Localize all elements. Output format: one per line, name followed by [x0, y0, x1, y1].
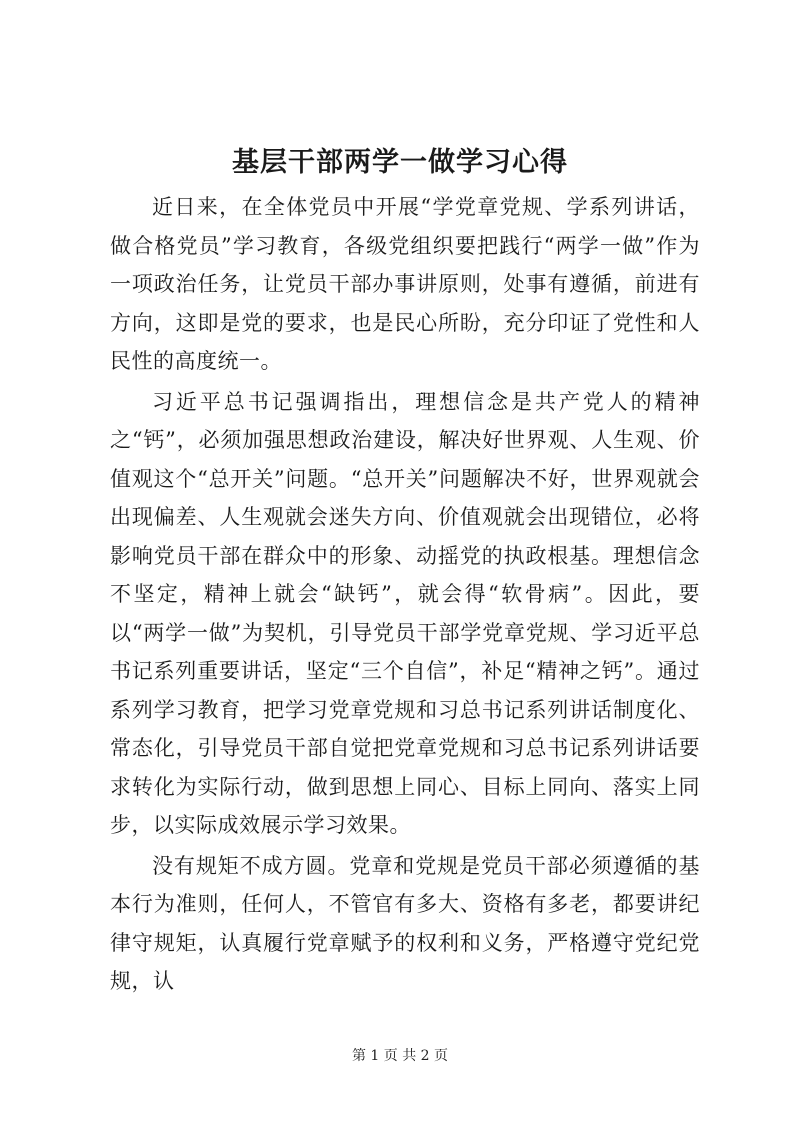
paragraph-1: 近日来，在全体党员中开展“学党章党规、学系列讲话，做合格党员”学习教育，各级党组织要把践行“两学一做”作为一项政治任务，让党员干部办事讲原则，处事有遵循，前进有方向，这即是党的要求，也是民心所盼，充分印证了党性和人民性的高度统一。 [110, 195, 700, 373]
document-body [110, 188, 700, 1001]
page-footer: 第 1 页 共 2 页 [351, 1048, 449, 1064]
paragraph-2: 习近平总书记强调指出，理想信念是共产党人的精神之“钙”，必须加强思想政治建设，解决好世界观、人生观、价值观这个“总开关”问题。“总开关”问题解决不好，世界观就会出现偏差、人生观就会迷失方向、价值观就会出现错位，必将影响党员干部在群众中的形象、动摇党的执政根基。理想信念不坚定，精神上就会“缺钙”，就会得“软骨病”。因此，要以“两学一做”为契机，引导党员干部学党章党规、学习近平总书记系列重要讲话，坚定“三个自信”，补足“精神之钙”。通过系列学习教育，把学习党章党规和习总书记系列讲话制度化、常态化，引导党员干部自觉把党章党规和习总书记系列讲话要求转化为实际行动，做到思想上同心、目标上同向、落实上同步，以实际成效展示学习效果。 [110, 389, 700, 837]
document-title: 基层干部两学一做学习心得 [232, 147, 568, 178]
paragraph-3: 没有规矩不成方圆。党章和党规是党员干部必须遵循的基本行为准则，任何人，不管官有多大、资格有多老，都要讲纪律守规矩，认真履行党章赋予的权利和义务，严格遵守党纪党规，认 [110, 853, 700, 993]
